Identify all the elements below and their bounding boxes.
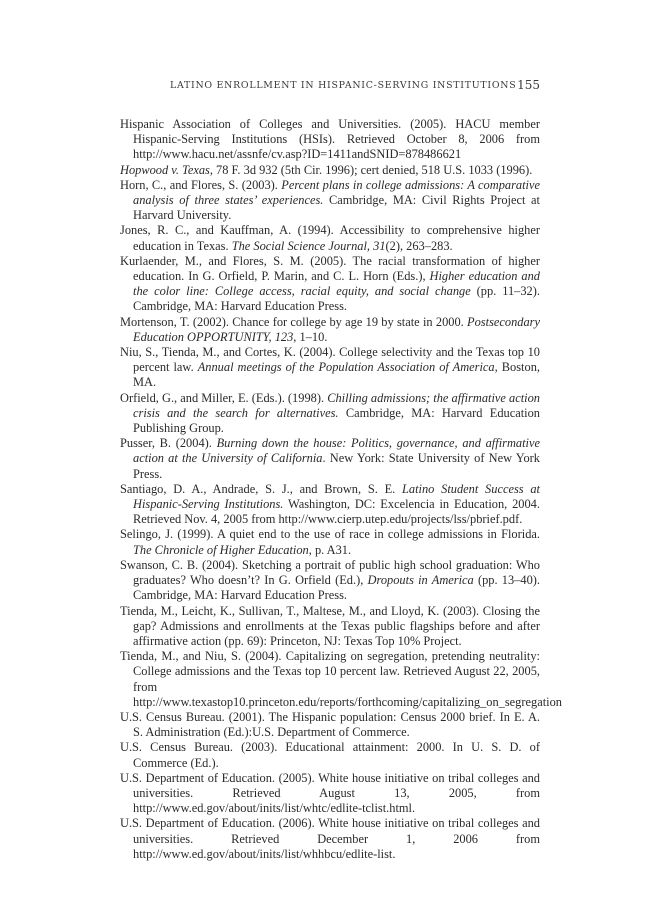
reference-entry: Mortenson, T. (2002). Chance for college by age 19 by state in 2000. Postsecondary Education OPPORTUNITY, 123, 1–10.: [120, 314, 540, 344]
reference-entry: Tienda, M., Leicht, K., Sullivan, T., Maltese, M., and Lloyd, K. (2003). Closing the gap? Admissions and enrollments at the Texas public flagships before and after affirmative action (pp. 69): Princeton, NJ: Texas Top 10% Project.: [120, 603, 540, 648]
reference-entry: U.S. Census Bureau. (2001). The Hispanic population: Census 2000 brief. In E. A. S. Administration (Ed.):U.S. Department of Commerce.: [120, 709, 540, 740]
reference-entry: Selingo, J. (1999). A quiet end to the use of race in college admissions in Florida. The Chronicle of Higher Education, p. A31.: [120, 527, 540, 557]
reference-entry: Tienda, M., and Niu, S. (2004). Capitalizing on segregation, pretending neutrality: College admissions and the Texas top 10 percent law. Retrieved August 22, 2005, from http://www.texastop10.princeton.edu/reports/forthcoming/capitalizing_on_segregation: [120, 649, 562, 709]
reference-entry: Jones, R. C., and Kauffman, A. (1994). Accessibility to comprehensive higher education in Texas. The Social Science Journal, 31(2), 263–283.: [120, 223, 540, 253]
reference-entry: Hispanic Association of Colleges and Universities. (2005). HACU member Hispanic-Serving Institutions (HSIs). Retrieved October 8, 2006 from http://www.hacu.net/assnfe/cv.asp?ID=1411andSNID=878486621: [120, 117, 540, 162]
reference-entry: Santiago, D. A., Andrade, S. J., and Brown, S. E. Latino Student Success at Hispanic-Serving Institutions. Washington, DC: Excelencia in Education, 2004. Retrieved Nov. 4, 2005 from http://www.cierp.utep.edu/projects/lss/pbrief.pdf.: [120, 481, 540, 527]
page-header: [170, 80, 540, 96]
reference-entry: U.S. Department of Education. (2005). White house initiative on tribal colleges and universities. Retrieved August 13, 2005, from http://www.ed.gov/about/inits/list/whtc/edlite-tclist.html.: [120, 770, 540, 816]
reference-entry: Hopwood v. Texas, 78 F. 3d 932 (5th Cir. 1996); cert denied, 518 U.S. 1033 (1996).: [120, 162, 533, 177]
reference-list: [120, 117, 562, 862]
page-number: 155: [517, 78, 540, 92]
reference-entry: Orfield, G., and Miller, E. (Eds.). (1998). Chilling admissions; the affirmative action crisis and the search for alternatives. Cambridge, MA: Harvard Education Publishing Group.: [120, 390, 540, 436]
reference-entry: U.S. Census Bureau. (2003). Educational attainment: 2000. In U. S. D. of Commerce (Ed.).: [120, 740, 540, 770]
reference-entry: Horn, C., and Flores, S. (2003). Percent plans in college admissions: A comparative analysis of three states’ experiences. Cambridge, MA: Civil Rights Project at Harvard University.: [120, 177, 540, 223]
reference-entry: Kurlaender, M., and Flores, S. M. (2005). The racial transformation of higher education. In G. Orfield, P. Marin, and C. L. Horn (Eds.), Higher education and the color line: College access, racial equity, and social change (pp. 11–32). Cambridge, MA: Harvard Education Press.: [120, 253, 540, 314]
reference-entry: Niu, S., Tienda, M., and Cortes, K. (2004). College selectivity and the Texas top 10 percent law. Annual meetings of the Population Association of America, Boston, MA.: [120, 345, 540, 390]
reference-entry: U.S. Department of Education. (2006). White house initiative on tribal colleges and universities. Retrieved December 1, 2006 from http://www.ed.gov/about/inits/list/whhbcu/edlite-list.: [120, 816, 540, 861]
reference-entry: Pusser, B. (2004). Burning down the house: Politics, governance, and affirmative action at the University of California. New York: State University of New York Press.: [120, 436, 541, 481]
running-head: LATINO ENROLLMENT IN HISPANIC-SERVING INSTITUTIONS: [170, 80, 517, 91]
reference-entry: Swanson, C. B. (2004). Sketching a portrait of public high school graduation: Who graduates? Who doesn’t? In G. Orfield (Ed.), Dropouts in America (pp. 13–40). Cambridge, MA: Harvard Education Press.: [120, 557, 540, 603]
